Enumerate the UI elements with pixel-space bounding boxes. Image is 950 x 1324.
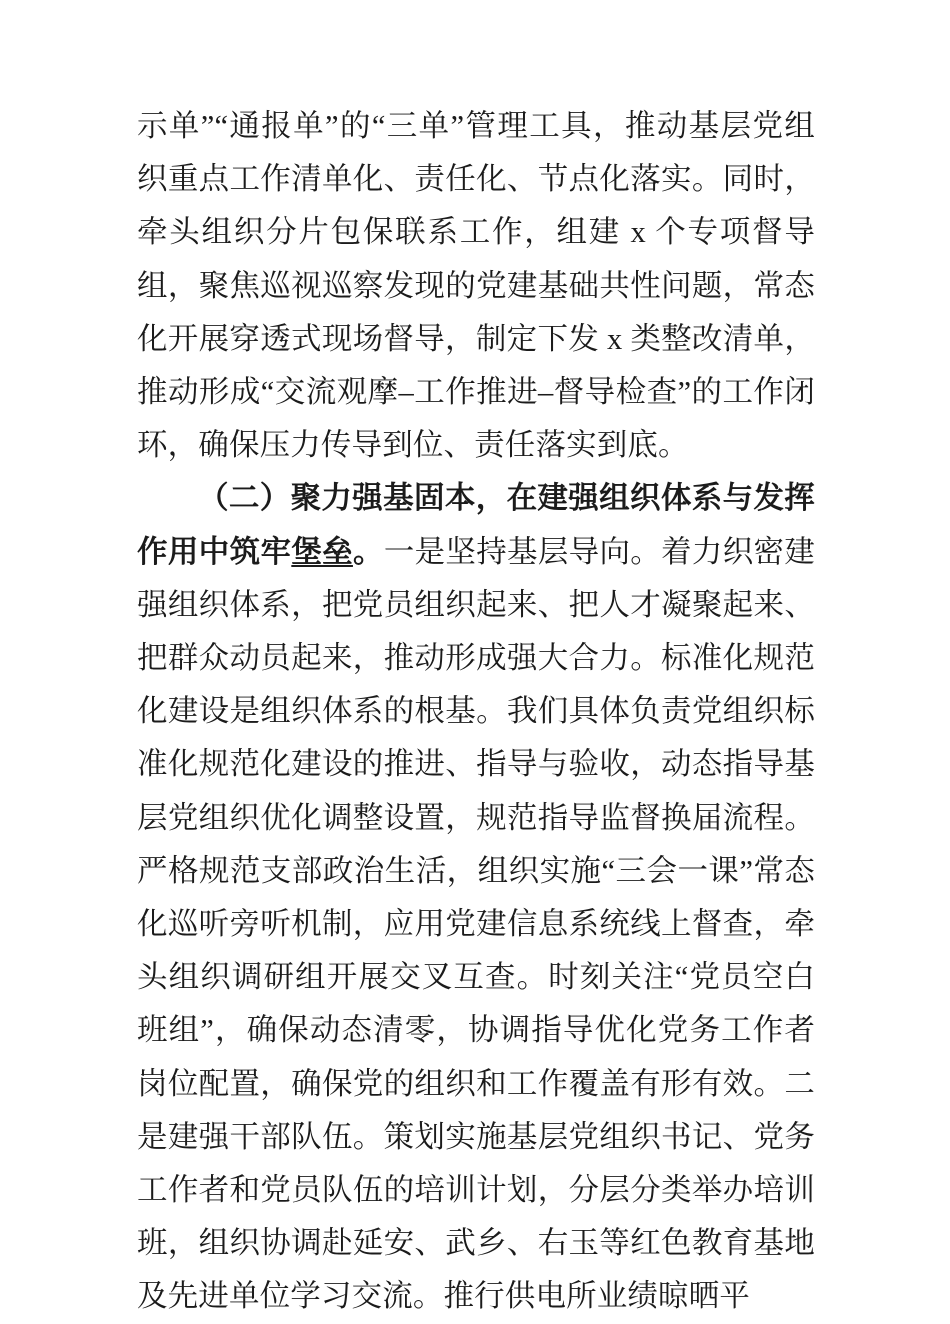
section-heading-underlined-term: 堡垒 xyxy=(291,534,353,569)
paragraph-continuation: 示单”“通报单”的“三单”管理工具，推动基层党组织重点工作清单化、责任化、节点化落实。同时，牵头组织分片包保联系工作，组建 x 个专项督导组，聚焦巡视巡察发现的党建基础共性问题，常态化开展穿透式现场督导，制定下发 x 类整改清单，推动形成“交流观摩–工作推进–督导检查”的工作闭环，确保压力传导到位、责任落实到底。 xyxy=(137,109,815,463)
section-heading-period: 。 xyxy=(352,534,384,569)
document-body xyxy=(137,100,815,1324)
paragraph-section-two xyxy=(137,472,815,1323)
section-body-text: 一是坚持基层导向。着力织密建强组织体系，把党员组织起来、把人才凝聚起来、把群众动员起来，推动形成强大合力。标准化规范化建设是组织体系的根基。我们具体负责党组织标准化规范化建设的推进、指导与验收，动态指导基层党组织优化调整设置，规范指导监督换届流程。严格规范支部政治生活，组织实施“三会一课”常态化巡听旁听机制，应用党建信息系统线上督查，牵头组织调研组开展交叉互查。时刻关注“党员空白班组”，确保动态清零，协调指导优化党务工作者岗位配置，确保党的组织和工作覆盖有形有效。二是建强干部队伍。策划实施基层党组织书记、党务工作者和党员队伍的培训计划，分层分类举办培训班，组织协调赴延安、武乡、右玉等红色教育基地及先进单位学习交流。推行供电所业绩晾晒平 xyxy=(137,534,816,1314)
section-heading-text: （二）聚力强基固本，在建强组织体系与发挥作用中筑牢 xyxy=(137,481,815,569)
